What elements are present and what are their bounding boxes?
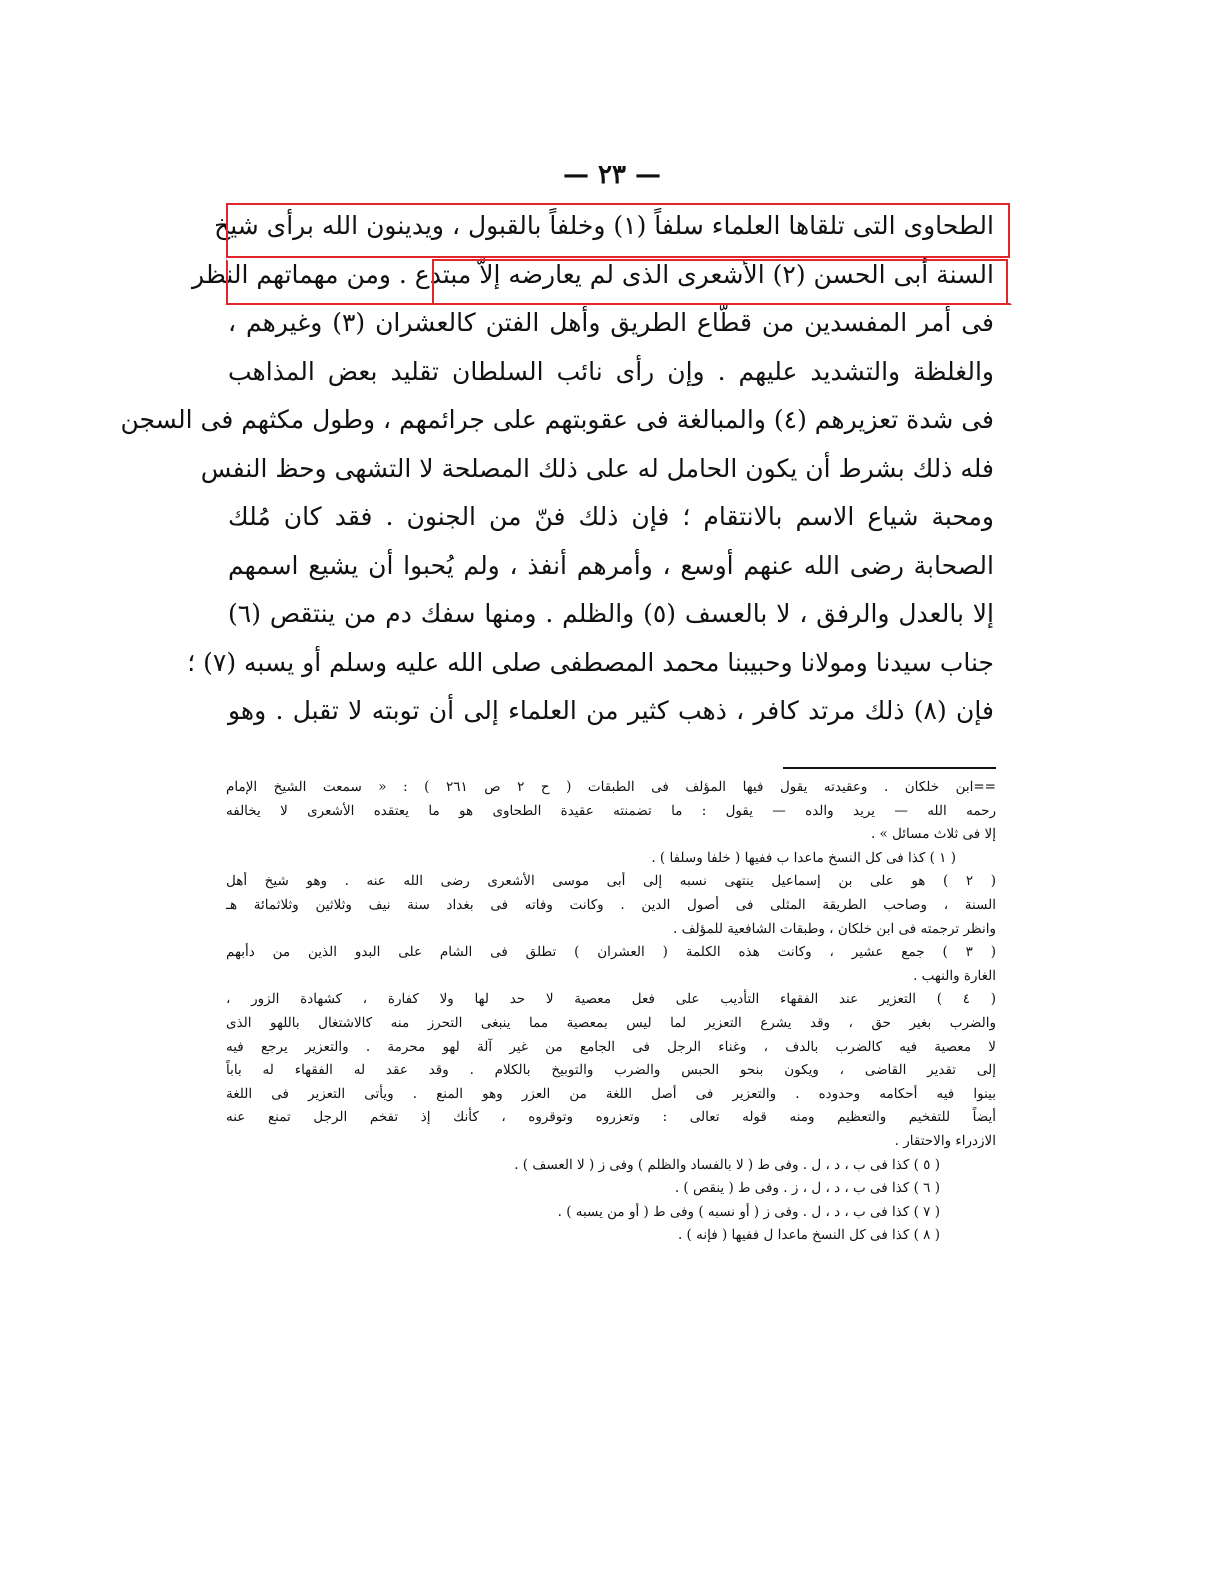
main-text-line: فى أمر المفسدين من قطّاع الطريق وأهل الفتن كالعشران (٣) وغيرهم ،	[228, 308, 994, 337]
main-text-line: الطحاوى التى تلقاها العلماء سلفاً (١) وخلفاً بالقبول ، ويدينون الله برأى شيخ	[214, 211, 994, 240]
footnote-line: إلا فى ثلاث مسائل » .	[870, 826, 996, 843]
footnote-line: ==ابن خلكان . وعقيدته يقول فيها المؤلف فى الطبقات ( ح ٢ ص ٢٦١ ) : « سمعت الشيخ الإمام	[226, 779, 996, 795]
main-text-line: ومحبة شياع الاسم بالانتقام ؛ فإن ذلك فنّ من الجنون . فقد كان مُلك	[228, 502, 994, 531]
footnote-separator-rule	[783, 767, 996, 769]
main-text-body	[120, 202, 994, 736]
page-number: — ٢٣ —	[562, 160, 662, 190]
footnote-8: ( ٨ ) كذا فى كل النسخ ماعدا ل ففيها ( فإنه ) .	[677, 1227, 940, 1244]
footnote-line: وانظر ترجمته فى ابن خلكان ، وطبقات الشافعية للمؤلف .	[672, 920, 996, 937]
main-text-line: جناب سيدنا ومولانا وحبيبنا محمد المصطفى صلى الله عليه وسلم أو يسبه (٧) ؛	[187, 647, 994, 677]
main-text-line: فى شدة تعزيرهم (٤) والمبالغة فى عقوبتهم على جرائمهم ، وطول مكثهم فى السجن	[120, 405, 994, 434]
footnote-line: رحمه الله — يريد والده — يقول : ما تضمنته عقيدة الطحاوى هو ما يعتقده الأشعرى لا يخالفه	[226, 802, 996, 819]
footnote-line: بينوا فيه أحكامه وحدوده . والتعزير فى أصل اللغة من العزر وهو المنع . ويأتى التعزير فى اللغة	[226, 1085, 996, 1102]
main-text-line: الصحابة رضى الله عنهم أوسع ، وأمرهم أنفذ ، ولم يُحبوا أن يشيع اسمهم	[228, 550, 994, 580]
footnote-line: إلى تقدير القاضى ، ويكون بنحو الحبس والضرب والتوبيخ بالكلام . وقد عقد له الفقهاء له باباً	[226, 1062, 996, 1079]
main-text-line: فإن (٨) ذلك مرتد كافر ، ذهب كثير من العلماء إلى أن توبته لا تقبل . وهو	[228, 696, 994, 725]
footnote-1: ( ١ ) كذا فى كل النسخ ماعدا ب ففيها ( خلفا وسلفا ) .	[651, 849, 956, 866]
main-text-line: فله ذلك بشرط أن يكون الحامل له على ذلك المصلحة لا التشهى وحظ النفس	[200, 453, 994, 483]
footnote-6: ( ٦ ) كذا فى ب ، د ، ل ، ز . وفى ط ( ينقص ) .	[674, 1180, 940, 1197]
footnote-line: لا معصية فيه كالضرب بالدف ، وغناء الرجل فى الجامع من غير آلة لهو محرمة . والتعزير يرجع فيه	[226, 1038, 996, 1055]
footnote-5: ( ٥ ) كذا فى ب ، د ، ل . وفى ط ( لا بالفساد والظلم ) وفى ز ( لا العسف ) .	[514, 1156, 940, 1173]
footnote-line: الغارة والنهب .	[913, 967, 996, 984]
footnote-line: الازدراء والاحتقار .	[894, 1132, 996, 1149]
footnote-line: أيضاً للتفخيم والتعظيم ومنه قوله تعالى : وتعزروه وتوقروه ، كأنك إذ تفخم الرجل تمنع عنه	[226, 1109, 996, 1126]
footnote-7: ( ٧ ) كذا فى ب ، د ، ل . وفى ز ( أو نسبه ) وفى ط ( أو من يسبه ) .	[557, 1203, 940, 1220]
footnote-4: ( ٤ ) التعزير عند الفقهاء التأديب على فعل معصية لا حد لها ولا كفارة ، كشهادة الزور ،	[226, 991, 996, 1008]
footnote-2: ( ٢ ) هو على بن إسماعيل ينتهى نسبه إلى أبى موسى الأشعرى رضى الله عنه . وهو شيخ أهل	[226, 873, 996, 890]
main-text-line: والغلظة والتشديد عليهم . وإن رأى نائب السلطان تقليد بعض المذاهب	[228, 356, 994, 386]
footnote-line: والضرب بغير حق ، وقد يشرع التعزير لما ليس بمعصية مما ينبغى التحرز منه كالاشتغال باللهو الذى	[226, 1014, 996, 1031]
footnote-3: ( ٣ ) جمع عشير ، وكانت هذه الكلمة ( العشران ) تطلق فى الشام على البدو الذين من دأبهم	[226, 944, 996, 961]
main-text-line: إلا بالعدل والرفق ، لا بالعسف (٥) والظلم . ومنها سفك دم من ينتقص (٦)	[228, 599, 994, 628]
main-text-line: السنة أبى الحسن (٢) الأشعرى الذى لم يعارضه إلاّ مبتدع . ومن مهماتهم النظر	[192, 259, 994, 289]
footnotes	[226, 776, 996, 1248]
footnote-line: السنة ، وصاحب الطريقة المثلى فى أصول الدين . وكانت وفاته فى بغداد سنة نيف وثلاثين وثلاثمائة هـ	[226, 896, 996, 913]
